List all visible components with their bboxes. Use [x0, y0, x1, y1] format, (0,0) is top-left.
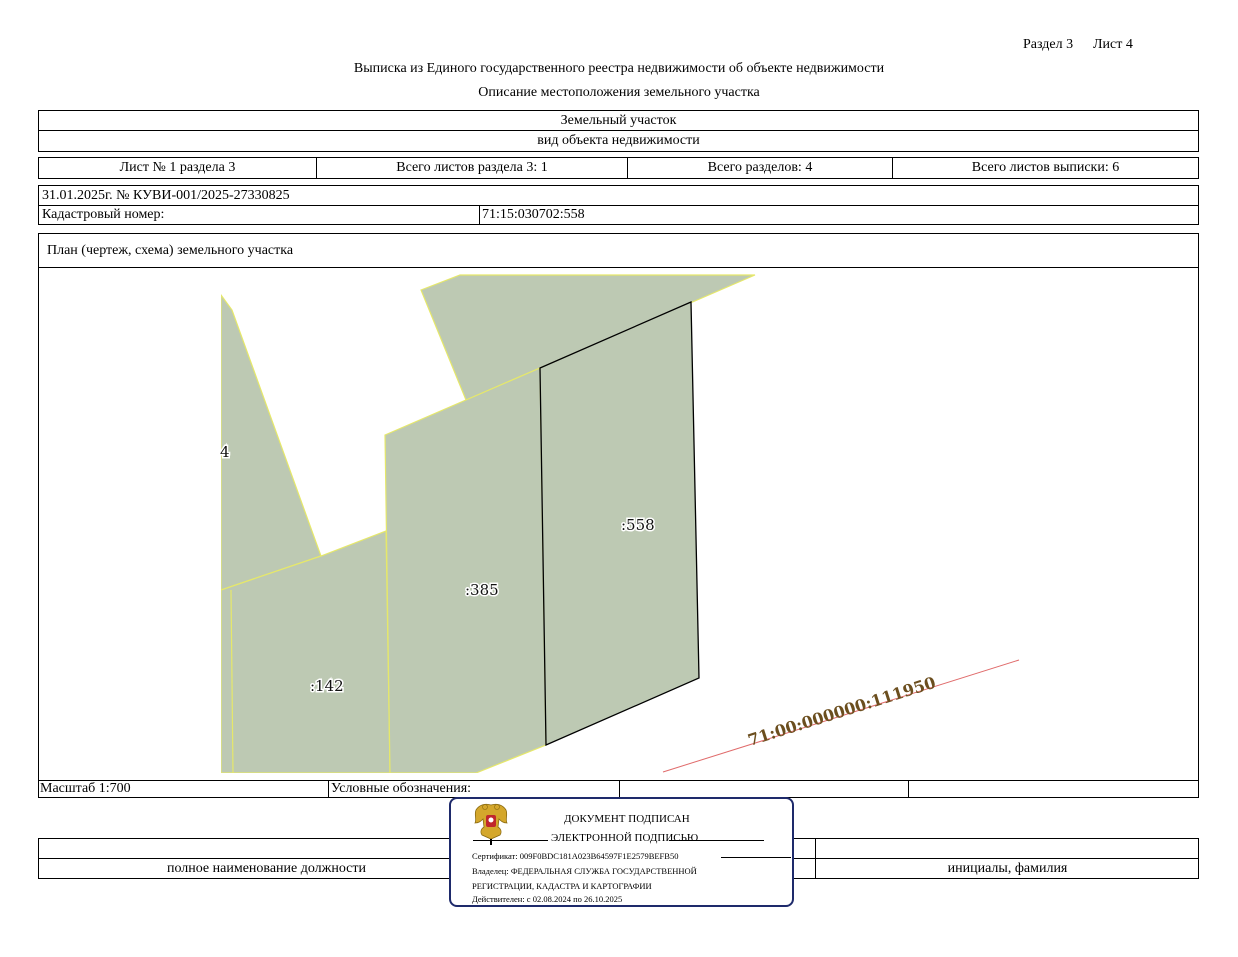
electronic-signature-stamp	[449, 797, 794, 907]
parcel-label-4: 4	[220, 443, 230, 461]
parcel-label-142: :142	[310, 677, 344, 695]
scale-legend-row	[38, 780, 1199, 798]
coat-of-arms-icon	[471, 801, 511, 845]
plan-title: План (чертеж, схема) земельного участка	[47, 243, 294, 258]
section-number: Раздел 3	[1023, 37, 1074, 52]
stamp-owner-line2: РЕГИСТРАЦИИ, КАДАСТРА И КАРТОГРАФИИ	[472, 881, 652, 891]
stamp-line2: ЭЛЕКТРОННОЙ ПОДПИСЬЮ	[551, 832, 699, 844]
sheet-of-section: Лист № 1 раздела 3	[119, 160, 236, 175]
parcel-4-shape	[221, 295, 321, 590]
cadastral-value: 71:15:030702:558	[482, 207, 585, 222]
object-type-value: Земельный участок	[560, 113, 677, 128]
document-subtitle: Описание местоположения земельного участка	[478, 85, 760, 100]
name-caption: инициалы, фамилия	[947, 861, 1068, 876]
position-caption: полное наименование должности	[166, 861, 367, 876]
scale-text: Масштаб 1:700	[40, 781, 131, 796]
parcel-label-558: :558	[621, 516, 655, 534]
quarter-label: 71:00:000000:111950	[745, 672, 938, 750]
total-sections: Всего разделов: 4	[707, 160, 813, 175]
stamp-owner-line1: Владелец: ФЕДЕРАЛЬНАЯ СЛУЖБА ГОСУДАРСТВЕННОЙ	[472, 866, 697, 876]
object-type-caption: вид объекта недвижимости	[537, 133, 700, 148]
parcel-label-385: :385	[465, 581, 499, 599]
document-title: Выписка из Единого государственного реестра недвижимости об объекте недвижимости	[353, 61, 885, 76]
sheet-number: Лист 4	[1093, 37, 1133, 52]
total-section-sheets: Всего листов раздела 3: 1	[396, 160, 548, 175]
stamp-certificate: Сертификат: 009F0BDC181A023B64597F1E2579BEFB50	[472, 851, 679, 861]
parcel-558-shape	[540, 302, 699, 745]
record-date-number: 31.01.2025г. № КУВИ-001/2025-27330825	[42, 188, 290, 203]
stamp-valid: Действителен: с 02.08.2024 по 26.10.2025	[472, 894, 623, 904]
total-extract-sheets: Всего листов выписки: 6	[971, 160, 1120, 175]
cadastral-label: Кадастровый номер:	[42, 207, 165, 222]
parcel-385-shape	[385, 368, 546, 773]
legend-text: Условные обозначения:	[331, 781, 472, 796]
stamp-line1: ДОКУМЕНТ ПОДПИСАН	[564, 813, 690, 825]
